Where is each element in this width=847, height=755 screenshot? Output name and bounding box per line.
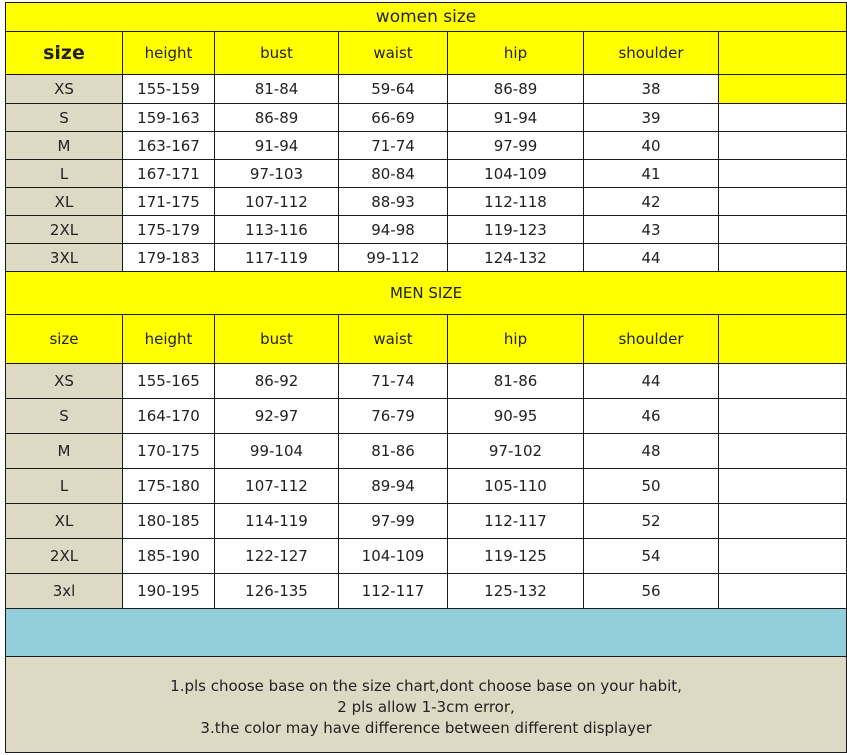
women-header-bust: bust [215, 32, 339, 75]
women-row [6, 75, 847, 104]
men-waist-cell: 89-94 [339, 469, 448, 504]
men-title-row [6, 272, 847, 315]
women-hip-cell: 119-123 [448, 216, 584, 244]
women-bust-cell: 113-116 [215, 216, 339, 244]
men-height-cell: 180-185 [123, 504, 215, 539]
women-hip-cell: 91-94 [448, 104, 584, 132]
men-hip-cell: 105-110 [448, 469, 584, 504]
empty-cell [719, 188, 847, 216]
men-header-row [6, 315, 847, 364]
women-row [6, 132, 847, 160]
women-size-cell: XL [6, 188, 123, 216]
women-hip-cell: 104-109 [448, 160, 584, 188]
women-waist-cell: 71-74 [339, 132, 448, 160]
note-line-1: 1.pls choose base on the size chart,dont choose base on your habit, [170, 677, 682, 695]
men-hip-cell: 119-125 [448, 539, 584, 574]
men-header-size: size [6, 315, 123, 364]
empty-cell [719, 399, 847, 434]
men-size-title: MEN SIZE [6, 272, 847, 315]
women-header-height: height [123, 32, 215, 75]
men-shoulder-cell: 56 [584, 574, 719, 609]
women-row [6, 160, 847, 188]
men-shoulder-cell: 50 [584, 469, 719, 504]
empty-cell [719, 132, 847, 160]
women-waist-cell: 59-64 [339, 75, 448, 104]
empty-cell [719, 574, 847, 609]
women-waist-cell: 80-84 [339, 160, 448, 188]
men-shoulder-cell: 48 [584, 434, 719, 469]
women-waist-cell: 94-98 [339, 216, 448, 244]
blue-separator-row [6, 609, 847, 657]
women-shoulder-cell: 44 [584, 244, 719, 272]
women-size-cell: L [6, 160, 123, 188]
notes-cell [6, 657, 847, 753]
men-header-bust: bust [215, 315, 339, 364]
men-bust-cell: 107-112 [215, 469, 339, 504]
women-bust-cell: 107-112 [215, 188, 339, 216]
women-size-title: women size [6, 3, 847, 32]
men-bust-cell: 99-104 [215, 434, 339, 469]
men-header-shoulder: shoulder [584, 315, 719, 364]
women-header-size: size [6, 32, 123, 75]
women-bust-cell: 117-119 [215, 244, 339, 272]
men-size-cell: XL [6, 504, 123, 539]
empty-cell [719, 104, 847, 132]
highlight-cell [719, 75, 847, 104]
men-height-cell: 170-175 [123, 434, 215, 469]
men-bust-cell: 86-92 [215, 364, 339, 399]
women-hip-cell: 86-89 [448, 75, 584, 104]
men-hip-cell: 97-102 [448, 434, 584, 469]
women-header-shoulder: shoulder [584, 32, 719, 75]
women-shoulder-cell: 39 [584, 104, 719, 132]
women-row [6, 188, 847, 216]
women-size-cell: M [6, 132, 123, 160]
men-bust-cell: 126-135 [215, 574, 339, 609]
men-waist-cell: 97-99 [339, 504, 448, 539]
men-header-empty [719, 315, 847, 364]
women-size-cell: S [6, 104, 123, 132]
women-height-cell: 155-159 [123, 75, 215, 104]
men-waist-cell: 104-109 [339, 539, 448, 574]
men-shoulder-cell: 54 [584, 539, 719, 574]
empty-cell [719, 244, 847, 272]
empty-cell [719, 434, 847, 469]
empty-cell [719, 539, 847, 574]
women-row [6, 104, 847, 132]
men-row [6, 504, 847, 539]
empty-cell [719, 216, 847, 244]
note-line-2: 2 pls allow 1-3cm error, [337, 698, 515, 716]
empty-cell [719, 504, 847, 539]
women-shoulder-cell: 43 [584, 216, 719, 244]
women-waist-cell: 88-93 [339, 188, 448, 216]
women-height-cell: 159-163 [123, 104, 215, 132]
empty-cell [719, 364, 847, 399]
women-header-row [6, 32, 847, 75]
women-header-hip: hip [448, 32, 584, 75]
men-row [6, 469, 847, 504]
women-bust-cell: 97-103 [215, 160, 339, 188]
men-height-cell: 175-180 [123, 469, 215, 504]
women-height-cell: 171-175 [123, 188, 215, 216]
men-waist-cell: 112-117 [339, 574, 448, 609]
men-hip-cell: 90-95 [448, 399, 584, 434]
men-waist-cell: 76-79 [339, 399, 448, 434]
men-header-height: height [123, 315, 215, 364]
women-shoulder-cell: 38 [584, 75, 719, 104]
men-height-cell: 155-165 [123, 364, 215, 399]
women-row [6, 216, 847, 244]
women-size-cell: 2XL [6, 216, 123, 244]
men-hip-cell: 125-132 [448, 574, 584, 609]
men-shoulder-cell: 44 [584, 364, 719, 399]
men-shoulder-cell: 52 [584, 504, 719, 539]
men-bust-cell: 92-97 [215, 399, 339, 434]
women-row [6, 244, 847, 272]
men-header-hip: hip [448, 315, 584, 364]
women-hip-cell: 112-118 [448, 188, 584, 216]
men-row [6, 364, 847, 399]
women-title-row [6, 3, 847, 32]
women-header-waist: waist [339, 32, 448, 75]
note-line-3: 3.the color may have difference between different displayer [200, 719, 652, 737]
size-chart-table [5, 2, 847, 753]
men-size-cell: 3xl [6, 574, 123, 609]
women-size-cell: XS [6, 75, 123, 104]
men-bust-cell: 114-119 [215, 504, 339, 539]
men-row [6, 434, 847, 469]
men-height-cell: 190-195 [123, 574, 215, 609]
women-waist-cell: 99-112 [339, 244, 448, 272]
women-height-cell: 179-183 [123, 244, 215, 272]
women-height-cell: 175-179 [123, 216, 215, 244]
men-hip-cell: 81-86 [448, 364, 584, 399]
men-shoulder-cell: 46 [584, 399, 719, 434]
men-row [6, 539, 847, 574]
men-row [6, 399, 847, 434]
women-size-cell: 3XL [6, 244, 123, 272]
men-header-waist: waist [339, 315, 448, 364]
men-waist-cell: 71-74 [339, 364, 448, 399]
men-hip-cell: 112-117 [448, 504, 584, 539]
women-shoulder-cell: 41 [584, 160, 719, 188]
women-shoulder-cell: 42 [584, 188, 719, 216]
men-size-cell: 2XL [6, 539, 123, 574]
men-height-cell: 185-190 [123, 539, 215, 574]
women-hip-cell: 124-132 [448, 244, 584, 272]
men-row [6, 574, 847, 609]
men-size-cell: XS [6, 364, 123, 399]
notes-row [6, 657, 847, 753]
blue-separator [6, 609, 847, 657]
men-size-cell: L [6, 469, 123, 504]
women-waist-cell: 66-69 [339, 104, 448, 132]
women-bust-cell: 81-84 [215, 75, 339, 104]
empty-cell [719, 160, 847, 188]
men-size-cell: M [6, 434, 123, 469]
women-shoulder-cell: 40 [584, 132, 719, 160]
empty-cell [719, 469, 847, 504]
women-height-cell: 163-167 [123, 132, 215, 160]
women-hip-cell: 97-99 [448, 132, 584, 160]
men-height-cell: 164-170 [123, 399, 215, 434]
men-size-cell: S [6, 399, 123, 434]
women-height-cell: 167-171 [123, 160, 215, 188]
women-bust-cell: 86-89 [215, 104, 339, 132]
women-header-empty [719, 32, 847, 75]
men-bust-cell: 122-127 [215, 539, 339, 574]
women-bust-cell: 91-94 [215, 132, 339, 160]
men-waist-cell: 81-86 [339, 434, 448, 469]
